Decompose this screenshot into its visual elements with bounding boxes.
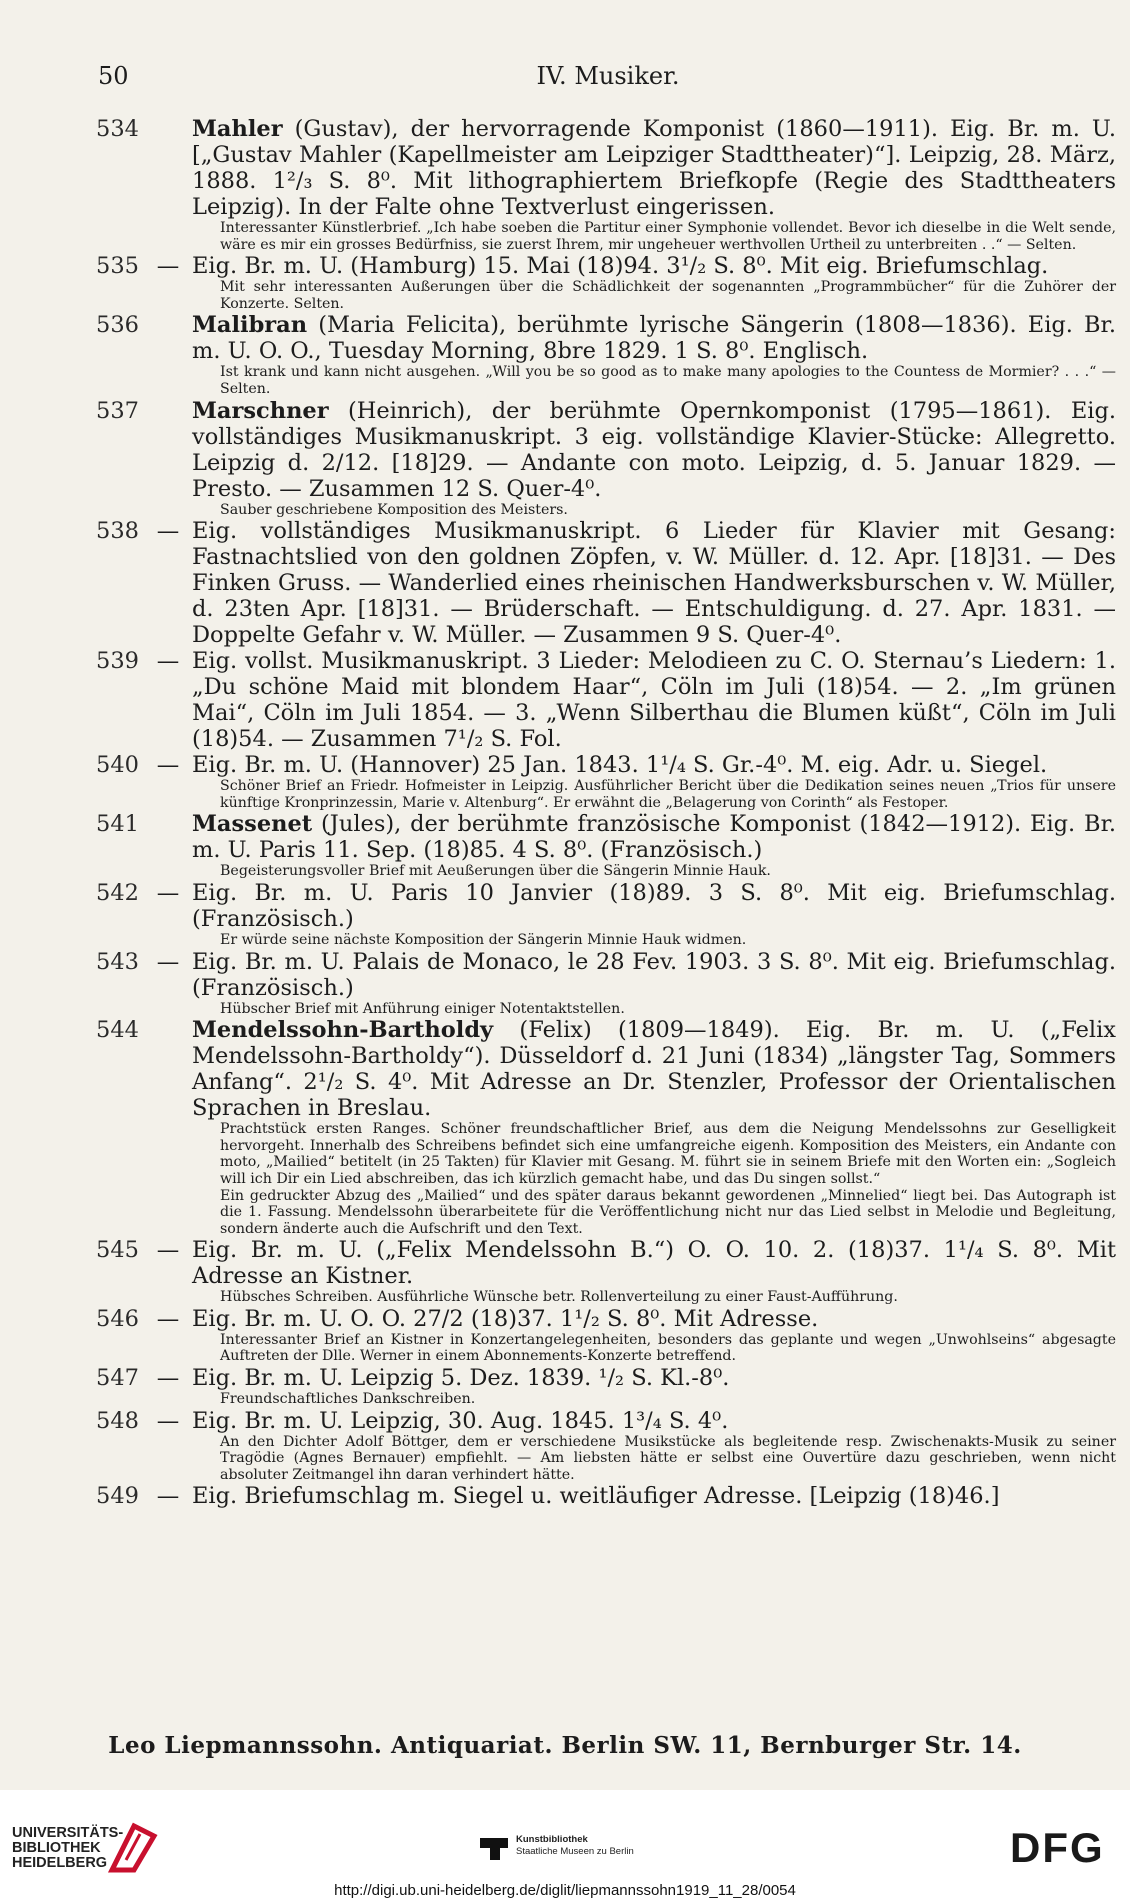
entry-note: Prachtstück ersten Ranges. Schöner freundschaftlicher Brief, aus dem die Neigung Mendelssohns zur Geselligkeit hervorgeht. Innerhalb des Schreibens befindet sich eine umfangreiche eigenh. Komposition des Meisters, ein Andante con moto, „Mailied“ betitelt (in 25 Takten) für Klavier mit Gesang. M. führt sie in seinem Briefe mit den Worten ein: „Sogleich will ich Dir ein Lied abschreiben, das ich kürzlich gemacht habe, und das Du singen sollst.“ bbox=[220, 1121, 1116, 1187]
entry-text: (Maria Felicita), berühmte lyrische Sängerin (1808—1836). Eig. Br. m. U. O. O., Tuesday Morning, 8bre 1829. 1 S. 8⁰. Englisch. bbox=[192, 312, 1116, 365]
entry-note: Schöner Brief an Friedr. Hofmeister in Leipzig. Ausführlicher Bericht über die Dedikation seines neuen „Trios für unsere künftige Kronprinzessin, Marie v. Altenburg“. Er erwähnt die „Belagerung von Corinth“ als Festoper. bbox=[220, 778, 1116, 811]
kunstbibliothek-label: Kunstbibliothek Staatliche Museen zu Berlin bbox=[516, 1834, 634, 1857]
entry-description bbox=[192, 116, 1116, 220]
entry-number: 534 bbox=[96, 116, 139, 142]
ditto-dash: — bbox=[156, 1305, 180, 1332]
entry-note: Sauber geschriebene Komposition des Meisters. bbox=[220, 501, 568, 518]
page-header bbox=[98, 62, 1118, 92]
entry-description bbox=[156, 1305, 1116, 1332]
chapter-title: IV. Musiker. bbox=[536, 62, 680, 90]
entry-note: Hübscher Brief mit Anführung einiger Notentaktstellen. bbox=[220, 1000, 625, 1017]
entry-description bbox=[156, 948, 1116, 1001]
entry-description bbox=[156, 518, 1116, 649]
entry-number: 549 bbox=[96, 1483, 139, 1510]
entry-text: Eig. Br. m. U. Paris 10 Janvier (18)89. 3 S. 8⁰. Mit eig. Briefumschlag. (Französisch.) bbox=[192, 879, 1116, 932]
ditto-dash: — bbox=[156, 948, 180, 975]
catalogue-entry bbox=[96, 398, 1116, 519]
entry-note: Hübsches Schreiben. Ausführliche Wünsche betr. Rollenverteilung zu einer Faust-Aufführung. bbox=[220, 1289, 898, 1306]
catalogue-entry bbox=[96, 1306, 1116, 1365]
entry-number: 543 bbox=[96, 948, 139, 975]
entry-text: Eig. Br. m. U. Palais de Monaco, le 28 Fev. 1903. 3 S. 8⁰. Mit eig. Briefumschlag. (Französisch.) bbox=[192, 948, 1116, 1001]
catalogue-entry bbox=[96, 312, 1116, 397]
entry-note: Ist krank und kann nicht ausgehen. „Will you be so good as to make many apologies to the Countess de Mormier? . . .“ — Selten. bbox=[220, 364, 1116, 397]
catalogue-entry bbox=[96, 880, 1116, 949]
page-number: 50 bbox=[98, 62, 129, 90]
entry-number: 546 bbox=[96, 1305, 139, 1332]
entry-number: 535 bbox=[96, 253, 139, 280]
entry-number: 537 bbox=[96, 397, 139, 424]
ditto-dash: — bbox=[156, 518, 180, 545]
kunstbibliothek-logo-icon bbox=[478, 1834, 510, 1862]
entry-number: 541 bbox=[96, 811, 139, 838]
catalogue-entry bbox=[96, 1017, 1116, 1237]
composer-name: Mendelssohn-Bartholdy bbox=[192, 1017, 494, 1044]
entry-description bbox=[156, 1237, 1116, 1290]
university-library-label: UNIVERSITÄTS- BIBLIOTHEK HEIDELBERG bbox=[12, 1825, 124, 1871]
entry-number: 539 bbox=[96, 648, 139, 675]
entry-text: Eig. vollst. Musikmanuskript. 3 Lieder: Melodieen zu C. O. Sternau’s Liedern: 1. „Du schöne Maid mit blondem Haar“, Cöln im Juli (18)54. — 2. „Im grünen Mai“, Cöln im Juli 1854. — 3. „Wenn Silberthau die Blumen küßt“, Cöln im Juli (18)54. — Zusammen 7¹/₂ S. Fol. bbox=[192, 648, 1116, 753]
entry-text: Eig. Briefumschlag m. Siegel u. weitläufiger Adresse. [Leipzig (18)46.] bbox=[192, 1483, 1000, 1510]
ditto-dash: — bbox=[156, 648, 180, 675]
entry-note: Mit sehr interessanten Außerungen über die Schädlichkeit der sogenannten „Programmbücher“ für die Zuhörer der Konzerte. Selten. bbox=[220, 279, 1116, 312]
ditto-dash: — bbox=[156, 1407, 180, 1434]
entry-note: Freundschaftliches Dankschreiben. bbox=[220, 1391, 476, 1408]
entry-note: Interessanter Künstlerbrief. „Ich habe soeben die Partitur einer Symphonie vollendet. Bevor ich dieselbe in die Welt sende, wäre es mir ein grosses Bedürfniss, sie zuerst Ihrem, mir ungeheuer werthvollen Urtheil zu unterbreiten . .“ — Selten. bbox=[220, 220, 1116, 253]
catalogue-entry bbox=[96, 752, 1116, 811]
entry-description bbox=[156, 648, 1116, 753]
catalogue-entry bbox=[96, 116, 1116, 253]
entry-number: 548 bbox=[96, 1407, 139, 1434]
ditto-dash: — bbox=[156, 253, 180, 280]
composer-name: Marschner bbox=[192, 397, 329, 424]
entry-text: (Heinrich), der berühmte Opernkomponist (1795—1861). Eig. vollständiges Musikmanuskript. 3 eig. vollständige Klavier-Stücke: Allegretto. Leipzig d. 2/12. [18]29. — Andante con moto. Leipzig, d. 5. Januar 1829. — Presto. — Zusammen 12 S. Quer-4⁰. bbox=[192, 397, 1116, 502]
source-url[interactable]: http://digi.ub.uni-heidelberg.de/diglit/liepmannssohn1919_11_28/0054 bbox=[334, 1882, 796, 1899]
entry-number: 547 bbox=[96, 1365, 139, 1392]
entry-text: (Gustav), der hervorragende Komponist (1860—1911). Eig. Br. m. U. [„Gustav Mahler (Kapellmeister am Leipziger Stadttheater)“]. Leipzig, 28. März, 1888. 1²/₃ S. 8⁰. Mit lithographiertem Briefkopfe (Regie des Stadttheaters Leipzig). In der Falte ohne Textverlust eingerissen. bbox=[192, 116, 1116, 220]
entry-text: (Jules), der berühmte französische Komponist (1842—1912). Eig. Br. m. U. Paris 11. Sep. (18)85. 4 S. 8⁰. (Französisch.) bbox=[192, 811, 1116, 864]
entry-number: 542 bbox=[96, 879, 139, 906]
footer-bar bbox=[0, 1790, 1130, 1901]
entry-number: 544 bbox=[96, 1017, 139, 1044]
composer-name: Mahler bbox=[192, 116, 283, 142]
entry-description bbox=[156, 1407, 1116, 1434]
catalogue-entry bbox=[96, 1483, 1116, 1509]
entry-text: Eig. Br. m. U. („Felix Mendelssohn B.“) O. O. 10. 2. (18)37. 1¹/₄ S. 8⁰. Mit Adresse an Kistner. bbox=[192, 1237, 1116, 1290]
entry-note: Ein gedruckter Abzug des „Mailied“ und des später daraus bekannt gewordenen „Minnelied“ liegt bei. Das Autograph ist die 1. Fassung. Mendelssohn überarbeitete für die Veröffentlichung nicht nur das Lied selbst in Melodie und Begleitung, sondern änderte auch die Aufschrift und den Text. bbox=[220, 1187, 1116, 1237]
entry-text: Eig. vollständiges Musikmanuskript. 6 Lieder für Klavier mit Gesang: Fastnachtslied von den goldnen Zöpfen, v. W. Müller. d. 12. Apr. [18]31. — Des Finken Gruss. — Wanderlied eines rheinischen Handwerksburschen v. W. Müller, d. 23ten Apr. [18]31. — Brüderschaft. — Entschuldigung. d. 27. Apr. 1831. — Doppelte Gefahr v. W. Müller. — Zusammen 9 S. Quer-4⁰. bbox=[192, 518, 1116, 649]
ditto-dash: — bbox=[156, 1483, 180, 1510]
catalogue-entry bbox=[96, 253, 1116, 312]
ditto-dash: — bbox=[156, 1365, 180, 1392]
entry-number: 538 bbox=[96, 518, 139, 545]
entry-note: Er würde seine nächste Komposition der Sängerin Minnie Hauk widmen. bbox=[220, 931, 747, 948]
ditto-dash: — bbox=[156, 1237, 180, 1264]
ditto-dash: — bbox=[156, 752, 180, 779]
dfg-logo: DFG bbox=[1010, 1824, 1105, 1871]
publisher-line: Leo Liepmannssohn. Antiquariat. Berlin SW. 11, Bernburger Str. 14. bbox=[108, 1732, 1022, 1759]
entry-description bbox=[156, 879, 1116, 932]
entry-note: An den Dichter Adolf Böttger, dem er verschiedene Musikstücke als begleitende resp. Zwischenakts-Musik zu seiner Tragödie (Agnes Bernauer) empfiehlt. — Am liebsten hätte er selbst eine Ouvertüre dazu geschrieben, wenn nicht absoluter Zeitmangel ihn daran verhindert hätte. bbox=[220, 1433, 1116, 1483]
catalogue-entry bbox=[96, 949, 1116, 1018]
ditto-dash: — bbox=[156, 879, 180, 906]
entry-description bbox=[156, 752, 1116, 779]
entry-text: Eig. Br. m. U. O. O. 27/2 (18)37. 1¹/₂ S. 8⁰. Mit Adresse. bbox=[192, 1305, 819, 1332]
entry-number: 536 bbox=[96, 312, 139, 339]
entry-number: 540 bbox=[96, 752, 139, 779]
catalogue-entry bbox=[96, 648, 1116, 752]
entry-text: Eig. Br. m. U. (Hamburg) 15. Mai (18)94. 3¹/₂ S. 8⁰. Mit eig. Briefumschlag. bbox=[192, 253, 1049, 280]
entry-description bbox=[192, 811, 1116, 863]
entry-description bbox=[156, 1483, 1116, 1510]
catalogue-entry bbox=[96, 1408, 1116, 1484]
catalogue-entries bbox=[96, 116, 1116, 1509]
entry-description bbox=[192, 1017, 1116, 1121]
catalogue-entry bbox=[96, 1365, 1116, 1408]
entry-text: (Felix) (1809—1849). Eig. Br. m. U. („Felix Mendelssohn-Bartholdy“). Düsseldorf d. 21 Juni (1834) „längster Tag, Sommers Anfang“. 2¹/₂ S. 4⁰. Mit Adresse an Dr. Stenzler, Professor der Orientalischen Sprachen in Breslau. bbox=[192, 1017, 1116, 1122]
university-seal-icon bbox=[104, 1820, 160, 1876]
entry-note: Interessanter Brief an Kistner in Konzertangelegenheiten, besonders das geplante und wegen „Unwohlseins“ abgesagte Auftreten der Dlle. Werner in einem Abonnements-Konzerte betreffend. bbox=[220, 1331, 1116, 1365]
catalogue-entry bbox=[96, 518, 1116, 648]
entry-description bbox=[156, 253, 1116, 280]
catalogue-entry bbox=[96, 1237, 1116, 1306]
composer-name: Malibran bbox=[192, 312, 308, 339]
entry-text: Eig. Br. m. U. Leipzig, 30. Aug. 1845. 1³/₄ S. 4⁰. bbox=[192, 1407, 729, 1434]
entry-note: Begeisterungsvoller Brief mit Aeußerungen über die Sängerin Minnie Hauk. bbox=[220, 863, 771, 880]
entry-text: Eig. Br. m. U. Leipzig 5. Dez. 1839. ¹/₂ S. Kl.-8⁰. bbox=[192, 1365, 730, 1392]
entry-text: Eig. Br. m. U. (Hannover) 25 Jan. 1843. 1¹/₄ S. Gr.-4⁰. M. eig. Adr. u. Siegel. bbox=[192, 752, 1048, 779]
entry-number: 545 bbox=[96, 1237, 139, 1264]
composer-name: Massenet bbox=[192, 811, 313, 838]
entry-description bbox=[192, 398, 1116, 502]
entry-description bbox=[156, 1365, 1116, 1392]
catalogue-entry bbox=[96, 811, 1116, 880]
entry-description bbox=[192, 312, 1116, 364]
